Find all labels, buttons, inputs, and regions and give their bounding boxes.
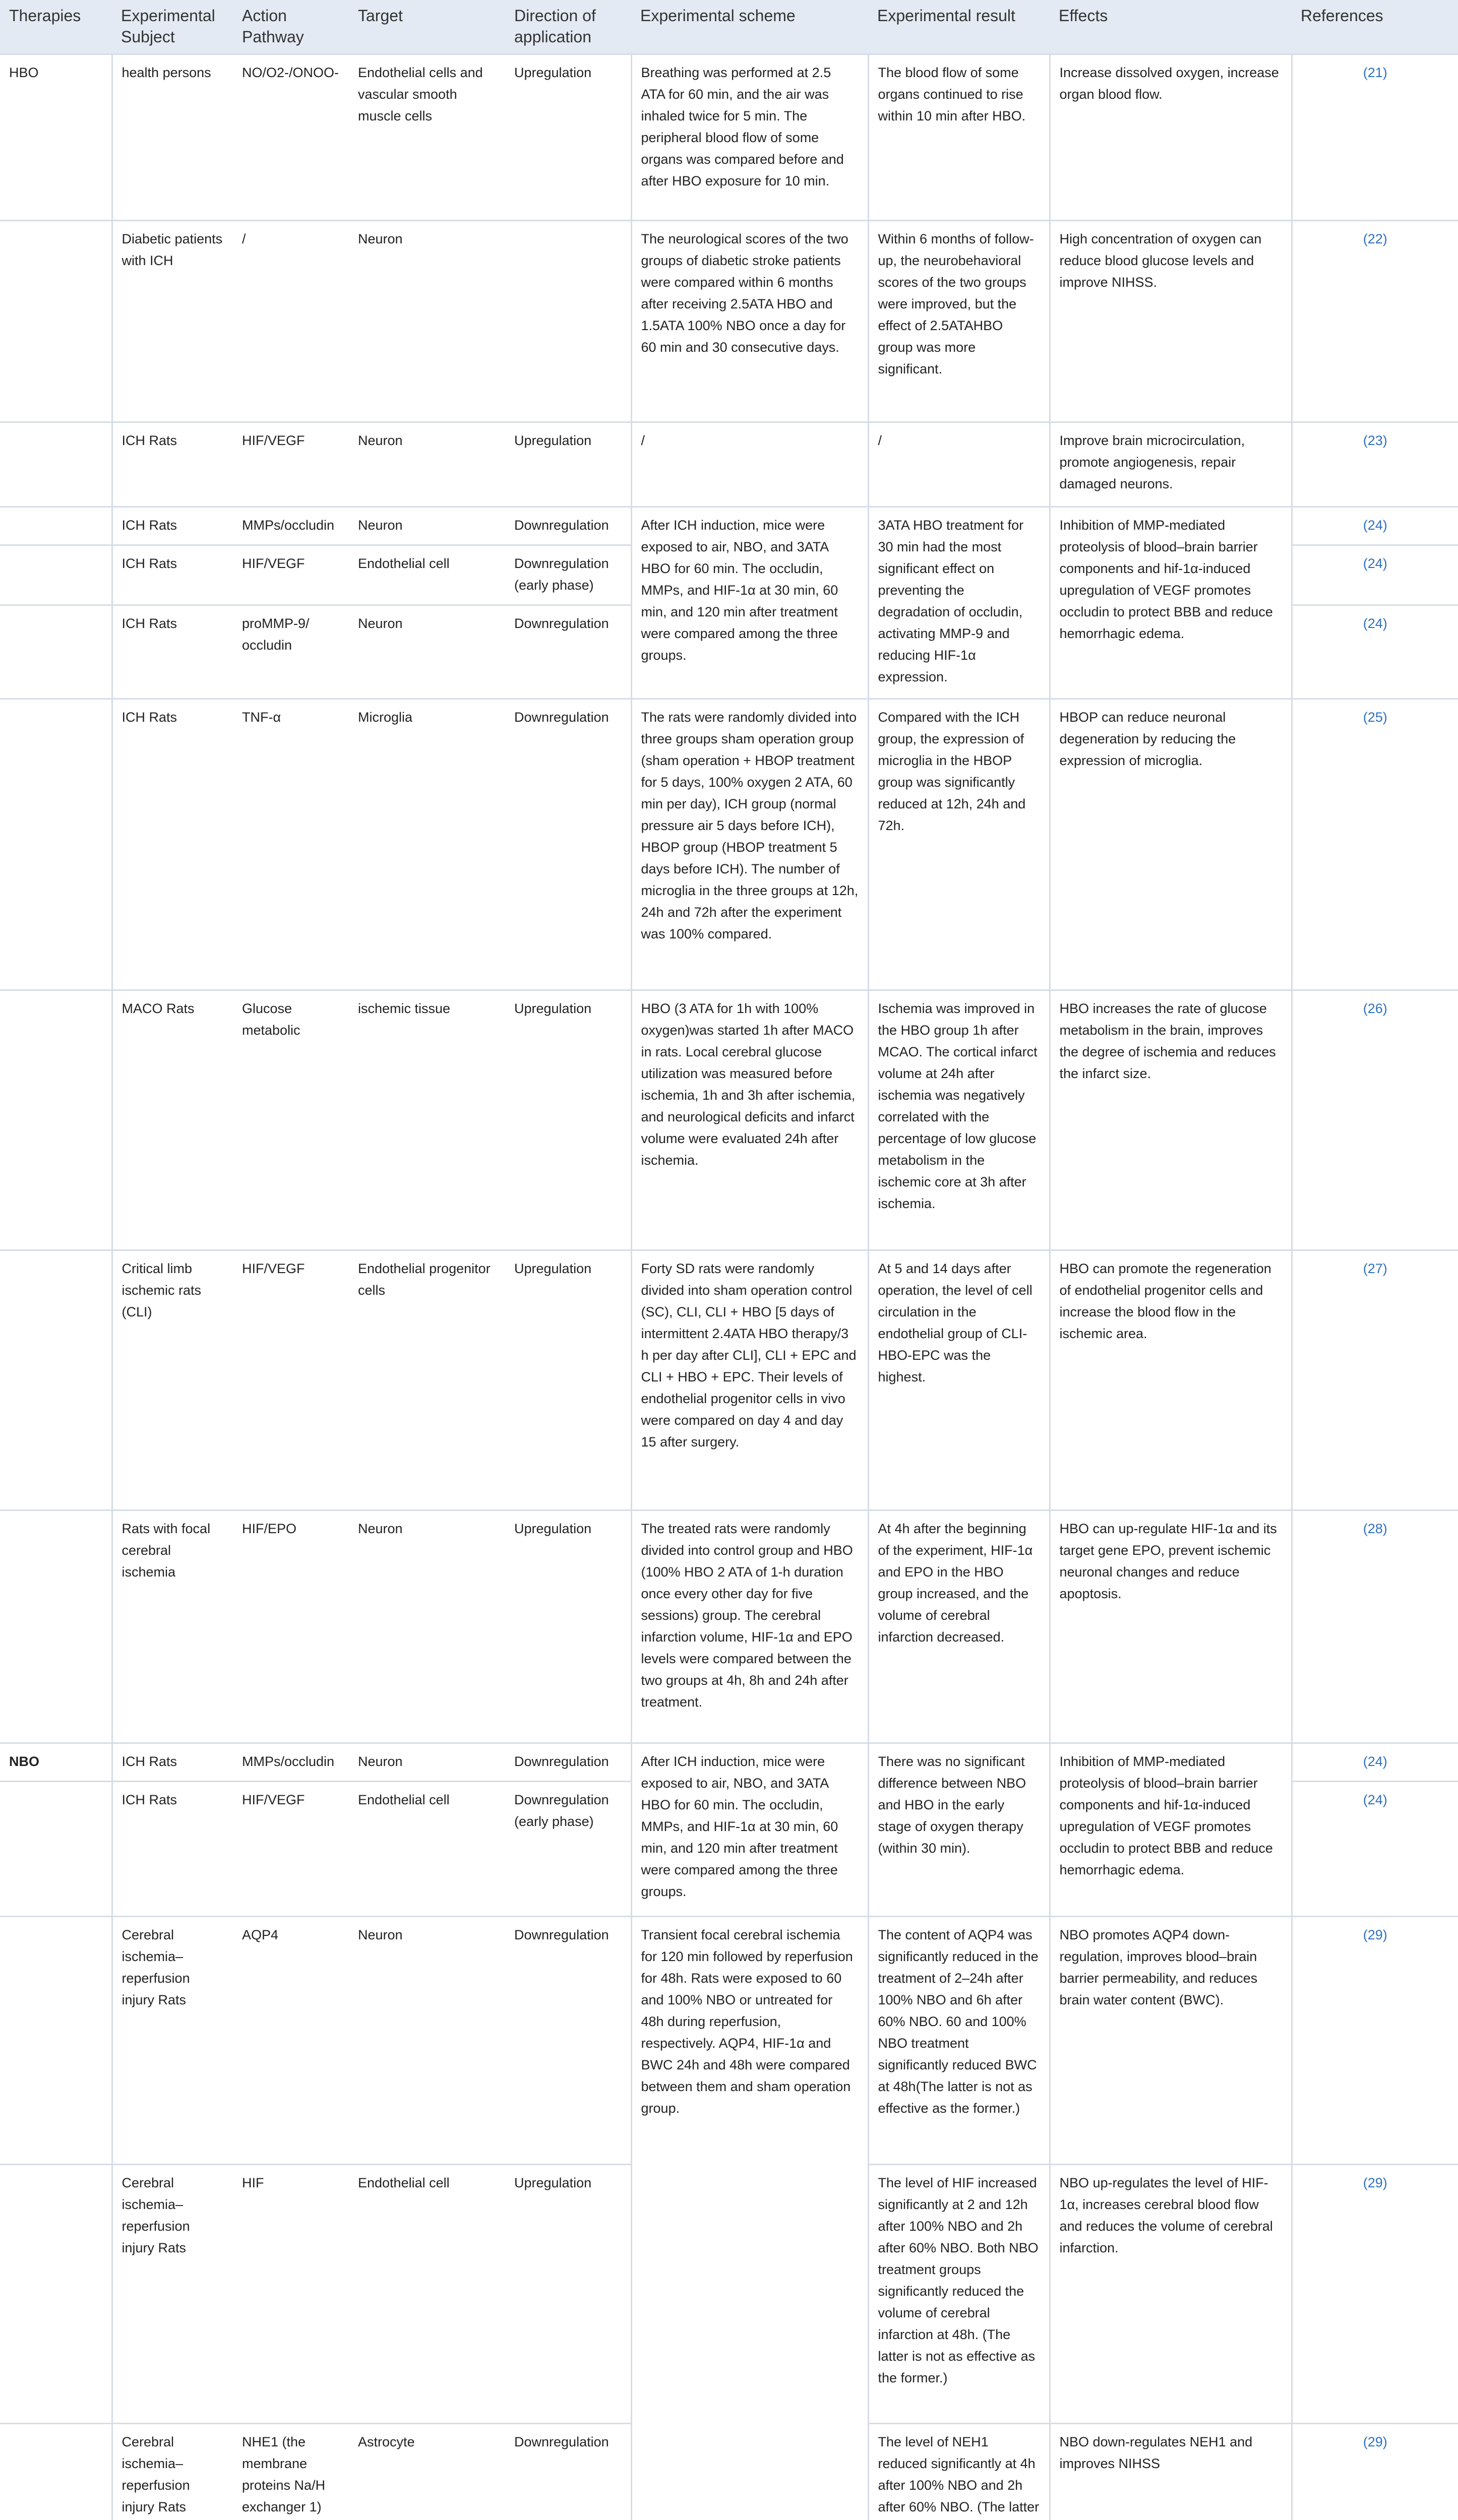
scheme-cell: The treated rats were randomly divided into control group and HBO (100% HBO 2 ATA of 1-h duration once every other day for five sessions) group. The cerebral infarction volume, HIF-1α and EPO levels were compared between the two groups at 4h, 8h and 24h after treatment. <box>631 1510 868 1743</box>
result-cell: Within 6 months of follow-up, the neurobehavioral scores of the two groups were improved, but the effect of 2.5ATAHBO group was more significant. <box>868 221 1050 422</box>
reference-link[interactable]: (29) <box>1292 1917 1458 2165</box>
subject-cell: ICH Rats <box>112 605 233 699</box>
therapy-empty <box>0 1782 112 1917</box>
direction-cell: Upregulation <box>505 2165 631 2424</box>
scheme-cell: / <box>631 422 868 507</box>
effects-cell: HBOP can reduce neuronal degeneration by reducing the expression of microglia. <box>1050 699 1292 990</box>
therapy-empty <box>0 1917 112 2165</box>
pathway-cell: HIF/EPO <box>233 1510 349 1743</box>
direction-cell: Downregulation <box>505 605 631 699</box>
reference-link[interactable]: (27) <box>1292 1250 1458 1510</box>
therapy-empty <box>0 545 112 605</box>
effects-cell: Improve brain microcirculation, promote angiogenesis, repair damaged neurons. <box>1050 422 1292 507</box>
effects-cell: Increase dissolved oxygen, increase organ blood flow. <box>1050 54 1292 221</box>
pathway-cell: MMPs/occludin <box>233 507 349 545</box>
pathway-cell: NO/O2-/ONOO- <box>233 54 349 221</box>
direction-cell: Upregulation <box>505 990 631 1250</box>
reference-link[interactable]: (24) <box>1292 1782 1458 1917</box>
effects-cell: Inhibition of MMP-mediated proteolysis of blood–brain barrier components and hif-1α-induced upregulation of VEGF promotes occludin to protect BBB and reduce hemorrhagic edema. <box>1050 1743 1292 1917</box>
header-direction: Direction of application <box>505 0 631 54</box>
result-cell: The content of AQP4 was significantly reduced in the treatment of 2–24h after 100% NBO and 6h after 60% NBO. 60 and 100% NBO treatment significantly reduced BWC at 48h(The latter is not as effective as the former.) <box>868 1917 1050 2165</box>
target-cell: Neuron <box>349 1510 505 1743</box>
reference-link[interactable]: (25) <box>1292 699 1458 990</box>
direction-cell: Downregulation <box>505 507 631 545</box>
therapy-hbo: HBO <box>0 54 112 221</box>
target-cell: Astrocyte <box>349 2424 505 2520</box>
pathway-cell: proMMP-9/ occludin <box>233 605 349 699</box>
result-cell: 3ATA HBO treatment for 30 min had the most significant effect on preventing the degradation of occludin, activating MMP-9 and reducing HIF-1α expression. <box>868 507 1050 699</box>
subject-cell: health persons <box>112 54 233 221</box>
therapy-empty <box>0 2165 112 2424</box>
table-row <box>0 699 1458 990</box>
result-cell: Compared with the ICH group, the expression of microglia in the HBOP group was significantly reduced at 12h, 24h and 72h. <box>868 699 1050 990</box>
pathway-cell: HIF <box>233 2165 349 2424</box>
result-cell: There was no significant difference between NBO and HBO in the early stage of oxygen therapy (within 30 min). <box>868 1743 1050 1917</box>
header-experimental-result: Experimental result <box>868 0 1050 54</box>
therapy-empty <box>0 990 112 1250</box>
reference-link[interactable]: (24) <box>1292 545 1458 605</box>
target-cell: Neuron <box>349 221 505 422</box>
target-cell: Neuron <box>349 1743 505 1782</box>
reference-link[interactable]: (28) <box>1292 1510 1458 1743</box>
effects-cell: NBO up-regulates the level of HIF-1α, increases cerebral blood flow and reduces the volume of cerebral infarction. <box>1050 2165 1292 2424</box>
effects-cell: NBO promotes AQP4 down-regulation, improves blood–brain barrier permeability, and reduces brain water content (BWC). <box>1050 1917 1292 2165</box>
table-row <box>0 1743 1458 1782</box>
therapy-empty <box>0 507 112 545</box>
scheme-cell: Transient focal cerebral ischemia for 120 min followed by reperfusion for 48h. Rats were exposed to 60 and 100% NBO or untreated for 48h during reperfusion, respectively. AQP4, HIF-1α and BWC 24h and 48h were compared between them and sham operation group. <box>631 1917 868 2520</box>
subject-cell: ICH Rats <box>112 1743 233 1782</box>
reference-link[interactable]: (24) <box>1292 507 1458 545</box>
therapy-nbo: NBO <box>0 1743 112 1782</box>
direction-cell: Upregulation <box>505 54 631 221</box>
subject-cell: ICH Rats <box>112 545 233 605</box>
header-row <box>0 0 1458 54</box>
table-row <box>0 422 1458 507</box>
direction-cell: Downregulation <box>505 1917 631 2165</box>
pathway-cell: HIF/VEGF <box>233 545 349 605</box>
pathway-cell: / <box>233 221 349 422</box>
reference-link[interactable]: (23) <box>1292 422 1458 507</box>
target-cell: Endothelial cell <box>349 2165 505 2424</box>
header-therapies: Therapies <box>0 0 112 54</box>
reference-link[interactable]: (26) <box>1292 990 1458 1250</box>
subject-cell: MACO Rats <box>112 990 233 1250</box>
subject-cell: ICH Rats <box>112 422 233 507</box>
table-row <box>0 221 1458 422</box>
subject-cell: Critical limb ischemic rats (CLI) <box>112 1250 233 1510</box>
therapy-empty <box>0 699 112 990</box>
target-cell: Neuron <box>349 507 505 545</box>
effects-cell: High concentration of oxygen can reduce blood glucose levels and improve NIHSS. <box>1050 221 1292 422</box>
direction-cell: Downregulation <box>505 699 631 990</box>
target-cell: Neuron <box>349 1917 505 2165</box>
table-row <box>0 1250 1458 1510</box>
pathway-cell: HIF/VEGF <box>233 1250 349 1510</box>
subject-cell: Rats with focal cerebral ischemia <box>112 1510 233 1743</box>
table-row <box>0 990 1458 1250</box>
scheme-cell: The neurological scores of the two groups of diabetic stroke patients were compared within 6 months after receiving 2.5ATA HBO and 1.5ATA 100% NBO once a day for 60 min and 30 consecutive days. <box>631 221 868 422</box>
subject-cell: ICH Rats <box>112 1782 233 1917</box>
pathway-cell: TNF-α <box>233 699 349 990</box>
therapy-empty <box>0 1250 112 1510</box>
effects-cell: HBO increases the rate of glucose metabolism in the brain, improves the degree of ischemia and reduces the infarct size. <box>1050 990 1292 1250</box>
scheme-cell: Forty SD rats were randomly divided into sham operation control (SC), CLI, CLI + HBO [5 days of intermittent 2.4ATA HBO therapy/3 h per day after CLI], CLI + EPC and CLI + HBO + EPC. Their levels of endothelial progenitor cells in vivo were compared on day 4 and day 15 after surgery. <box>631 1250 868 1510</box>
table-row <box>0 1917 1458 2165</box>
target-cell: Endothelial cell <box>349 545 505 605</box>
effects-cell: NBO down-regulates NEH1 and improves NIHSS <box>1050 2424 1292 2520</box>
target-cell: Microglia <box>349 699 505 990</box>
subject-cell: Cerebral ischemia–reperfusion injury Rats <box>112 1917 233 2165</box>
target-cell: Neuron <box>349 605 505 699</box>
header-effects: Effects <box>1050 0 1292 54</box>
result-cell: At 5 and 14 days after operation, the level of cell circulation in the endothelial group of CLI-HBO-EPC was the highest. <box>868 1250 1050 1510</box>
table-row <box>0 1510 1458 1743</box>
target-cell: Endothelial cells and vascular smooth muscle cells <box>349 54 505 221</box>
target-cell: Endothelial cell <box>349 1782 505 1917</box>
subject-cell: Cerebral ischemia–reperfusion injury Rats <box>112 2424 233 2520</box>
direction-cell: Upregulation <box>505 422 631 507</box>
pathway-cell: HIF/VEGF <box>233 1782 349 1917</box>
subject-cell: ICH Rats <box>112 507 233 545</box>
table-row <box>0 507 1458 545</box>
direction-cell: Upregulation <box>505 1510 631 1743</box>
header-experimental-scheme: Experimental scheme <box>631 0 868 54</box>
direction-cell: Downregulation <box>505 2424 631 2520</box>
scheme-cell: Breathing was performed at 2.5 ATA for 60 min, and the air was inhaled twice for 5 min. The peripheral blood flow of some organs was compared before and after HBO exposure for 10 min. <box>631 54 868 221</box>
effects-cell: Inhibition of MMP-mediated proteolysis of blood–brain barrier components and hif-1α-induced upregulation of VEGF promotes occludin to protect BBB and reduce hemorrhagic edema. <box>1050 507 1292 699</box>
header-target: Target <box>349 0 505 54</box>
direction-cell: Downregulation (early phase) <box>505 545 631 605</box>
pathway-cell: AQP4 <box>233 1917 349 2165</box>
result-cell: Ischemia was improved in the HBO group 1h after MCAO. The cortical infarct volume at 24h after ischemia was negatively correlated with the percentage of low glucose metabolism in the ischemic core at 3h after ischemia. <box>868 990 1050 1250</box>
result-cell: The level of NEH1 reduced significantly at 4h after 100% NBO and 2h after 60% NBO. (The latter <box>868 2424 1050 2520</box>
scheme-cell: After ICH induction, mice were exposed to air, NBO, and 3ATA HBO for 60 min. The occludin, MMPs, and HIF-1α at 30 min, 60 min, and 120 min after treatment were compared among the three groups. <box>631 1743 868 1917</box>
table-row <box>0 54 1458 221</box>
reference-link[interactable]: (24) <box>1292 605 1458 699</box>
direction-cell: Downregulation (early phase) <box>505 1782 631 1917</box>
header-references: References <box>1292 0 1458 54</box>
result-cell: / <box>868 422 1050 507</box>
reference-link[interactable]: (29) <box>1292 2424 1458 2520</box>
result-cell: The blood flow of some organs continued to rise within 10 min after HBO. <box>868 54 1050 221</box>
effects-cell: HBO can promote the regeneration of endothelial progenitor cells and increase the blood flow in the ischemic area. <box>1050 1250 1292 1510</box>
therapy-empty <box>0 422 112 507</box>
header-action-pathway: Action Pathway <box>233 0 349 54</box>
direction-cell: Downregulation <box>505 1743 631 1782</box>
reference-link[interactable]: (29) <box>1292 2165 1458 2424</box>
direction-cell: Upregulation <box>505 1250 631 1510</box>
subject-cell: ICH Rats <box>112 699 233 990</box>
therapy-empty <box>0 605 112 699</box>
direction-cell <box>505 221 631 422</box>
reference-link[interactable]: (24) <box>1292 1743 1458 1782</box>
target-cell: Endothelial progenitor cells <box>349 1250 505 1510</box>
subject-cell: Cerebral ischemia–reperfusion injury Rats <box>112 2165 233 2424</box>
result-cell: The level of HIF increased significantly at 2 and 12h after 100% NBO and 2h after 60% NBO. Both NBO treatment groups significantly reduced the volume of cerebral infarction at 48h. (The latter is not as effective as the former.) <box>868 2165 1050 2424</box>
therapy-empty <box>0 221 112 422</box>
therapy-empty <box>0 2424 112 2520</box>
result-cell: At 4h after the beginning of the experiment, HIF-1α and EPO in the HBO group increased, and the volume of cerebral infarction decreased. <box>868 1510 1050 1743</box>
reference-link[interactable]: (22) <box>1292 221 1458 422</box>
subject-cell: Diabetic patients with ICH <box>112 221 233 422</box>
header-experimental-subject: Experimental Subject <box>112 0 233 54</box>
pathway-cell: HIF/VEGF <box>233 422 349 507</box>
pathway-cell: Glucose metabolic <box>233 990 349 1250</box>
scheme-cell: HBO (3 ATA for 1h with 100% oxygen)was started 1h after MACO in rats. Local cerebral glucose utilization was measured before ischemia, 1h and 3h after ischemia, and neurological deficits and infarct volume were evaluated 24h after ischemia. <box>631 990 868 1250</box>
target-cell: ischemic tissue <box>349 990 505 1250</box>
target-cell: Neuron <box>349 422 505 507</box>
effects-cell: HBO can up-regulate HIF-1α and its target gene EPO, prevent ischemic neuronal changes and reduce apoptosis. <box>1050 1510 1292 1743</box>
pathway-cell: NHE1 (the membrane proteins Na/H exchanger 1) <box>233 2424 349 2520</box>
scheme-cell: The rats were randomly divided into three groups sham operation group (sham operation + HBOP treatment for 5 days, 100% oxygen 2 ATA, 60 min per day), ICH group (normal pressure air 5 days before ICH), HBOP group (HBOP treatment 5 days before ICH). The number of microglia in the three groups at 12h, 24h and 72h after the experiment was 100% compared. <box>631 699 868 990</box>
therapy-empty <box>0 1510 112 1743</box>
pathway-cell: MMPs/occludin <box>233 1743 349 1782</box>
reference-link[interactable]: (21) <box>1292 54 1458 221</box>
scheme-cell: After ICH induction, mice were exposed to air, NBO, and 3ATA HBO for 60 min. The occludin, MMPs, and HIF-1α at 30 min, 60 min, and 120 min after treatment were compared among the three groups. <box>631 507 868 699</box>
